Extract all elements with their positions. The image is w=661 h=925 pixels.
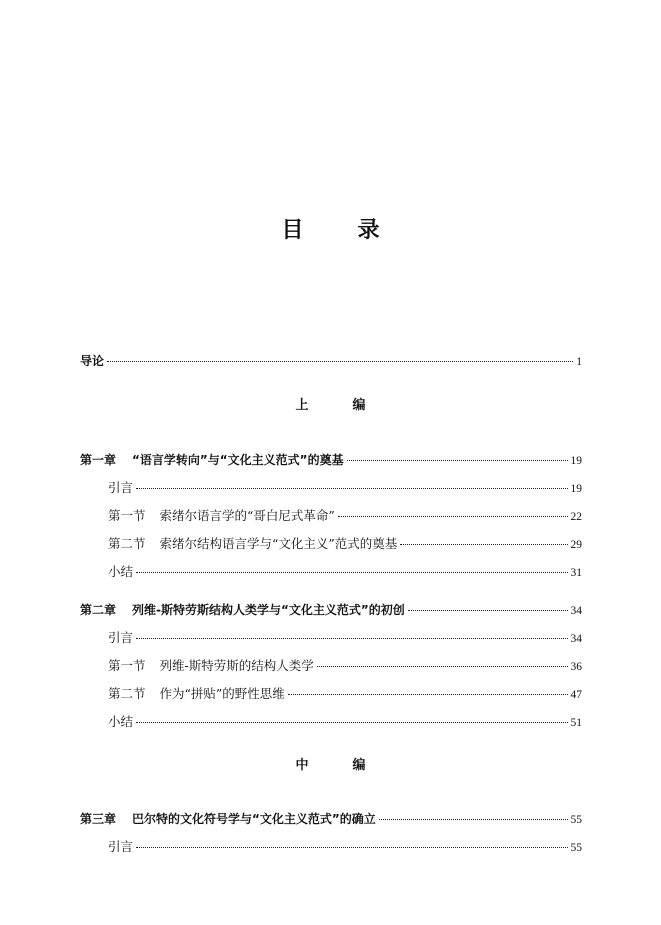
toc-page-number: 51 — [570, 717, 582, 729]
toc-page-number: 34 — [570, 605, 582, 617]
toc-entry-chapter-1-section-1[interactable] — [108, 507, 582, 526]
toc-entry-chapter-1[interactable] — [80, 451, 582, 470]
part-title-upper: 上编 — [295, 398, 410, 413]
toc-entry-label: 小结 — [108, 714, 134, 729]
toc-entry-label: 导论 — [80, 354, 105, 368]
toc-leader-dots — [347, 460, 568, 461]
toc-entry-chapter-3[interactable] — [80, 810, 582, 829]
toc-entry-intro[interactable] — [80, 352, 582, 371]
toc-page-number: 47 — [570, 689, 582, 701]
toc-leader-dots — [400, 544, 567, 545]
toc-leader-dots — [408, 610, 568, 611]
toc-entry-chapter-2-section-1[interactable] — [108, 657, 582, 676]
toc-entry-label: 第二节 — [108, 686, 146, 701]
toc-page-number: 55 — [570, 814, 582, 826]
toc-entry-label: 第一章 — [80, 453, 117, 467]
toc-leader-dots — [136, 638, 567, 639]
toc-leader-dots — [317, 666, 568, 667]
toc-page-number: 29 — [570, 539, 582, 551]
toc-entry-chapter-2-section-2[interactable] — [108, 685, 582, 704]
toc-page-number: 31 — [570, 567, 582, 579]
toc-leader-dots — [136, 572, 567, 573]
toc-leader-dots — [136, 722, 567, 723]
toc-entry-text: 作为“拼贴”的野性思维 — [159, 686, 285, 701]
toc-leader-dots — [288, 694, 568, 695]
toc-entry-chapter-2[interactable] — [80, 601, 582, 620]
toc-leader-dots — [136, 488, 567, 489]
toc-page-number: 19 — [570, 455, 582, 467]
toc-page-number: 19 — [570, 483, 582, 495]
toc-entry-chapter-2-intro[interactable] — [108, 629, 582, 648]
toc-entry-label: 第二节 — [108, 536, 146, 551]
toc-entry-text: 巴尔特的文化符号学与“文化主义范式”的确立 — [132, 812, 376, 826]
part-title-middle: 中编 — [295, 758, 410, 773]
toc-entry-chapter-2-summary[interactable] — [108, 713, 582, 732]
page-title: 目录 — [281, 218, 434, 243]
toc-page-number: 36 — [570, 661, 582, 673]
toc-leader-dots — [107, 361, 573, 362]
toc-leader-dots — [136, 847, 567, 848]
toc-entry-label: 引言 — [108, 480, 134, 495]
toc-entry-chapter-3-intro[interactable] — [108, 838, 582, 857]
toc-entry-label: 第一节 — [108, 658, 146, 673]
toc-entry-label: 第二章 — [80, 603, 117, 617]
toc-page-number: 1 — [576, 356, 582, 368]
toc-entry-label: 引言 — [108, 630, 134, 645]
toc-entry-label: 第三章 — [80, 812, 117, 826]
toc-leader-dots — [338, 516, 568, 517]
toc-entry-chapter-1-summary[interactable] — [108, 563, 582, 582]
toc-entry-chapter-1-intro[interactable] — [108, 479, 582, 498]
toc-leader-dots — [379, 819, 568, 820]
toc-entry-text: 列维-斯特劳斯的结构人类学 — [159, 658, 314, 673]
toc-entry-text: 索绪尔语言学的“哥白尼式革命” — [159, 508, 335, 523]
toc-page-number: 34 — [570, 633, 582, 645]
toc-entry-chapter-1-section-2[interactable] — [108, 535, 582, 554]
toc-entry-label: 第一节 — [108, 508, 146, 523]
toc-page-number: 22 — [570, 511, 582, 523]
toc-entry-label: 小结 — [108, 564, 134, 579]
toc-entry-label: 引言 — [108, 839, 134, 854]
toc-entry-text: 列维-斯特劳斯结构人类学与“文化主义范式”的初创 — [132, 603, 405, 617]
toc-page-number: 55 — [570, 842, 582, 854]
toc-entry-text: “语言学转向”与“文化主义范式”的奠基 — [132, 453, 344, 467]
toc-entry-text: 索绪尔结构语言学与“文化主义”范式的奠基 — [159, 536, 398, 551]
